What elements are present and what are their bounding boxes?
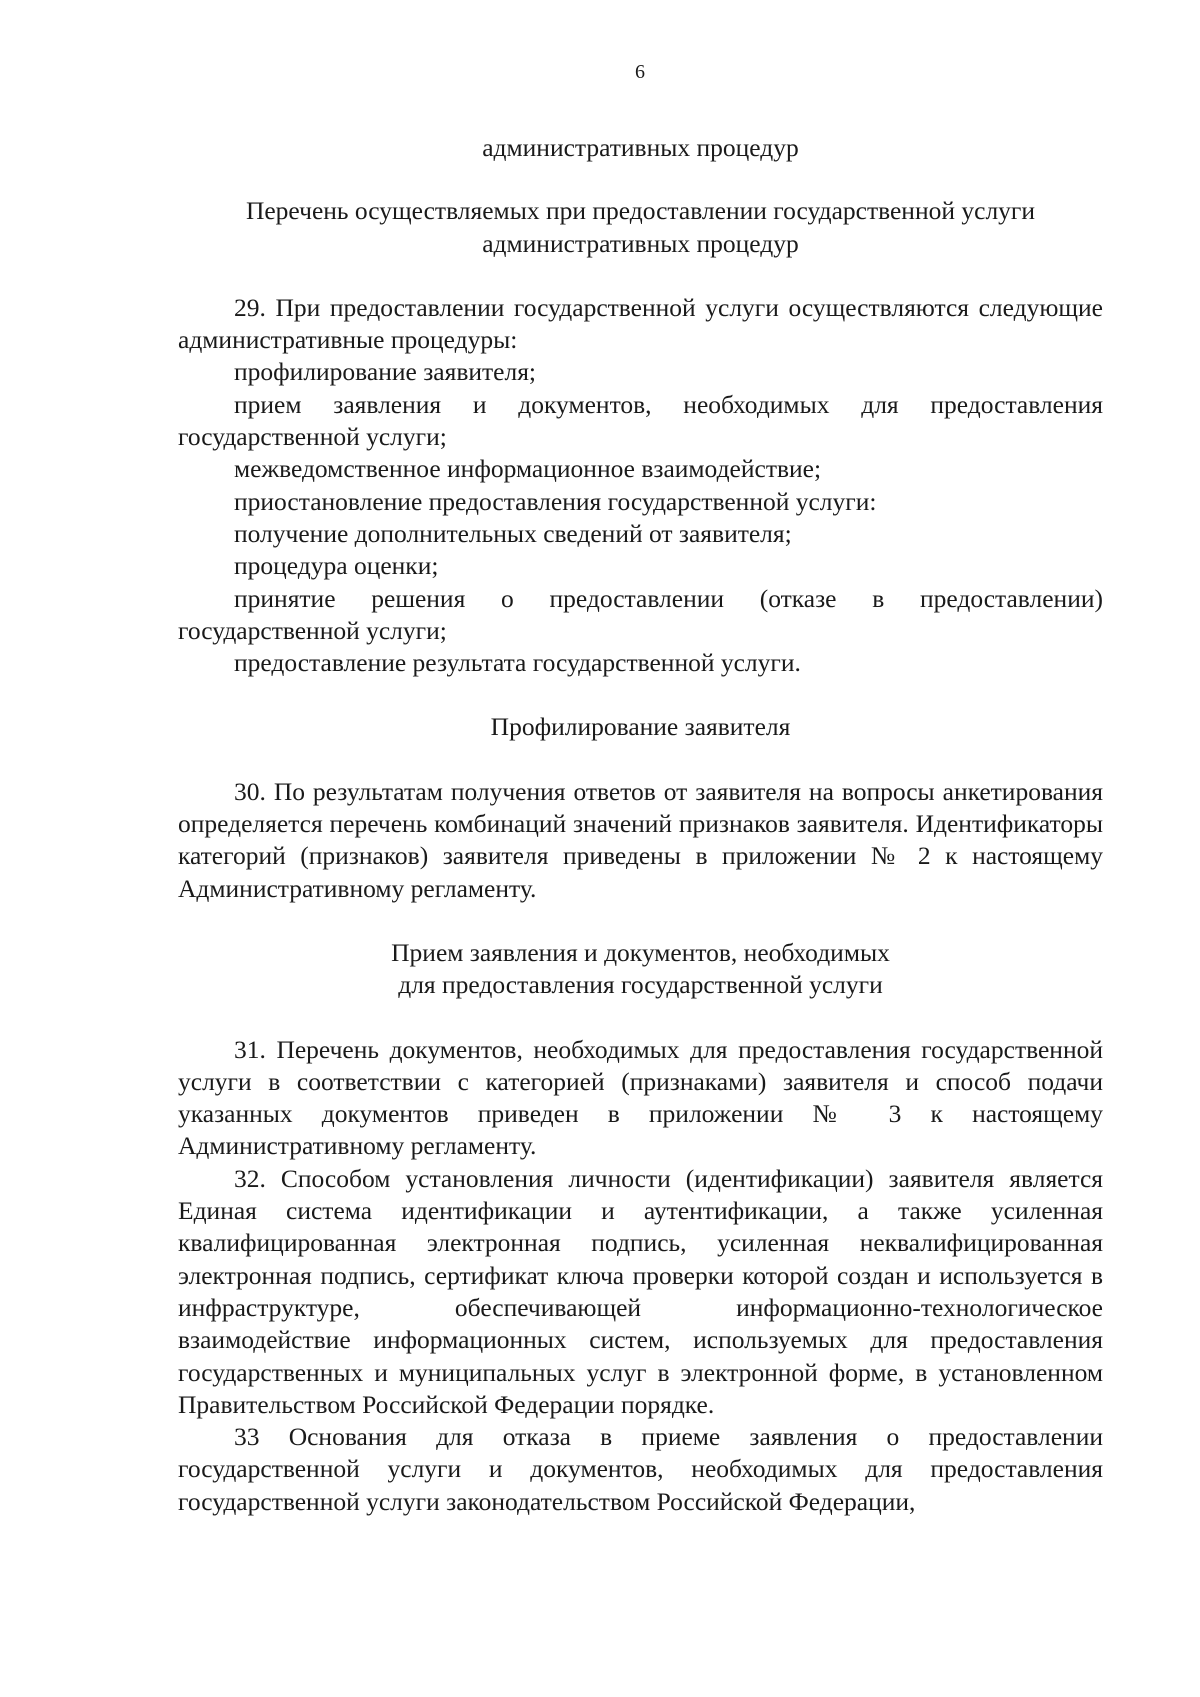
list-item: прием заявления и документов, необходимых для предоставления государственной услуги; <box>178 389 1103 452</box>
paragraph-30: 30. По результатам получения ответов от заявителя на вопросы анкетирования определяется перечень комбинаций значений признаков заявителя. Идентификаторы категорий (признаков) заявителя приведены в приложении № 2 к настоящему Административному регламенту. <box>178 776 1103 903</box>
section-heading-profiling: Профилирование заявителя <box>490 712 791 742</box>
heading-line: административных процедур <box>482 228 799 258</box>
list-item: принятие решения о предоставлении (отказе в предоставлении) государственной услуги; <box>178 583 1103 645</box>
heading-line: Перечень осуществляемых при предоставлении государственной услуги <box>245 196 1036 226</box>
document-body <box>178 132 1103 1518</box>
continued-heading: административных процедур <box>482 133 799 162</box>
paragraph-33: 33 Основания для отказа в приеме заявления о предоставлении государственной услуги и документов, необходимых для предоставления государственной услуги законодательством Российской Федерации, <box>178 1422 1103 1516</box>
paragraph-31: 31. Перечень документов, необходимых для предоставления государственной услуги в соответствии с категорией (признаками) заявителя и способ подачи указанных документов приведен в приложении № 3 к настоящему Административному регламенту. <box>178 1034 1103 1161</box>
page-number: 6 <box>635 61 645 83</box>
heading-line: Прием заявления и документов, необходимых <box>391 937 890 967</box>
paragraph-32: 32. Способом установления личности (идентификации) заявителя является Единая система идентификации и аутентификации, а также усиленная квалифицированная электронная подпись, усиленная неквалифицированная электронная подпись, сертификат ключа проверки которой создан и используется в инфраструктуре, обеспечивающей информационно-технологическое взаимодействие информационных систем, используемых для предоставления государственных и муниципальных услуг в электронной форме, в установленном Правительством Российской Федерации порядке. <box>178 1163 1103 1419</box>
section-heading-reception <box>178 937 1103 1002</box>
section-heading-procedures <box>178 195 1103 260</box>
list-item: получение дополнительных сведений от заявителя; <box>234 518 792 548</box>
heading-line: для предоставления государственной услуги <box>398 970 883 1000</box>
list-item: приостановление предоставления государственной услуги: <box>234 486 877 516</box>
list-item: межведомственное информационное взаимодействие; <box>234 454 822 484</box>
list-item: профилирование заявителя; <box>234 357 537 387</box>
list-item: предоставление результата государственной услуги. <box>234 648 801 678</box>
paragraph-29: 29. При предоставлении государственной услуги осуществляются следующие административные процедуры: <box>178 292 1103 355</box>
list-item: процедура оценки; <box>234 551 439 581</box>
